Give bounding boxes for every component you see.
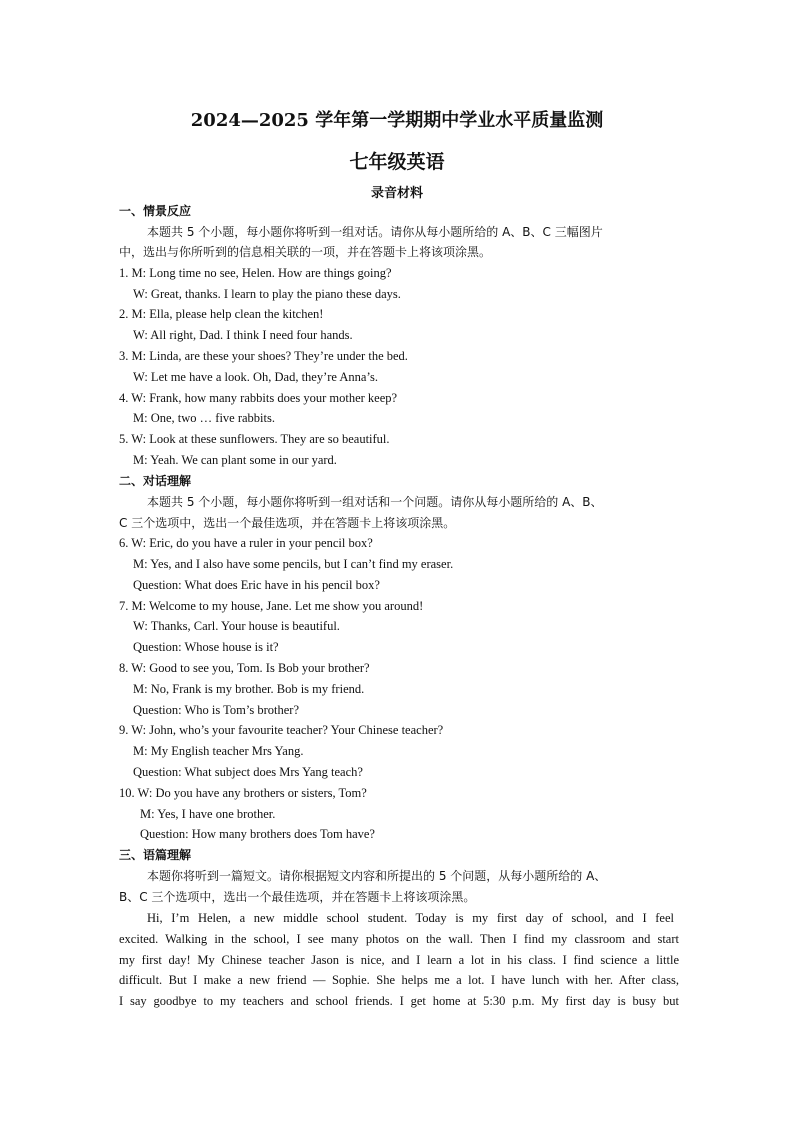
dialogue-line: M: Yeah. We can plant some in our yard. xyxy=(133,453,337,467)
passage-line: my first day! My Chinese teacher Jason is nice, and I learn a lot in his class. I find science a little xyxy=(119,953,679,967)
dialogue-line: M: No, Frank is my brother. Bob is my friend. xyxy=(133,682,365,696)
dialogue-line: 8. W: Good to see you, Tom. Is Bob your brother? xyxy=(119,661,370,675)
dialogue-line: 7. M: Welcome to my house, Jane. Let me show you around! xyxy=(119,599,424,613)
section-instruction: 本题你将听到一篇短文。请你根据短文内容和所提出的 5 个问题，从每小题所给的 A、 xyxy=(147,869,607,883)
question-line: Question: What does Eric have in his pencil box? xyxy=(133,578,380,592)
dialogue-line: 3. M: Linda, are these your shoes? They’re under the bed. xyxy=(119,349,408,363)
question-line: Question: Whose house is it? xyxy=(133,640,279,654)
section-instruction: 中，选出与你所听到的信息相关联的一项，并在答题卡上将该项涂黑。 xyxy=(119,245,492,259)
dialogue-line: W: Great, thanks. I learn to play the piano these days. xyxy=(133,287,401,301)
dialogue-line: 5. W: Look at these sunflowers. They are so beautiful. xyxy=(119,432,390,446)
passage-line: I say goodbye to my teachers and school friends. I get home at 5:30 p.m. My first day is busy but xyxy=(119,994,679,1008)
dialogue-line: 10. W: Do you have any brothers or sisters, Tom? xyxy=(119,786,367,800)
dialogue-line: M: One, two … five rabbits. xyxy=(133,411,275,425)
passage-line: excited. Walking in the school, I see many photos on the wall. Then I find my classroom and start xyxy=(119,932,679,946)
dialogue-line: M: Yes, I have one brother. xyxy=(140,807,276,821)
question-line: Question: Who is Tom’s brother? xyxy=(133,703,300,717)
section-instruction: 本题共 5 个小题，每小题你将听到一组对话。请你从每小题所给的 A、B、C 三幅图片 xyxy=(147,225,603,239)
dialogue-line: W: Thanks, Carl. Your house is beautiful. xyxy=(133,619,340,633)
section-instruction: B、C 三个选项中，选出一个最佳选项，并在答题卡上将该项涂黑。 xyxy=(119,890,476,904)
dialogue-line: 9. W: John, who’s your favourite teacher? Your Chinese teacher? xyxy=(119,723,444,737)
question-line: Question: How many brothers does Tom have? xyxy=(140,827,375,841)
section-heading-3: 三、语篇理解 xyxy=(119,848,192,862)
dialogue-line: M: My English teacher Mrs Yang. xyxy=(133,744,304,758)
section-heading-1: 一、情景反应 xyxy=(119,204,192,218)
document-subtitle: 七年级英语 xyxy=(349,151,445,173)
dialogue-line: W: Let me have a look. Oh, Dad, they’re Anna’s. xyxy=(133,370,378,384)
section-heading-2: 二、对话理解 xyxy=(119,474,192,488)
passage-line: Hi, I’m Helen, a new middle school student. Today is my first day of school, and I feel xyxy=(147,911,674,925)
passage-line: difficult. But I make a new friend — Sophie. She helps me a lot. I have lunch with her. After class, xyxy=(119,973,679,987)
dialogue-line: 1. M: Long time no see, Helen. How are things going? xyxy=(119,266,392,280)
dialogue-line: 4. W: Frank, how many rabbits does your mother keep? xyxy=(119,391,398,405)
dialogue-line: 6. W: Eric, do you have a ruler in your pencil box? xyxy=(119,536,373,550)
question-line: Question: What subject does Mrs Yang teach? xyxy=(133,765,363,779)
section-instruction: 本题共 5 个小题，每小题你将听到一组对话和一个问题。请你从每小题所给的 A、B、 xyxy=(147,495,603,509)
document-label: 录音材料 xyxy=(370,186,423,201)
dialogue-line: W: All right, Dad. I think I need four hands. xyxy=(133,328,353,342)
dialogue-line: M: Yes, and I also have some pencils, but I can’t find my eraser. xyxy=(133,557,454,571)
section-instruction: C 三个选项中，选出一个最佳选项，并在答题卡上将该项涂黑。 xyxy=(119,516,456,530)
document-title: 2024—2025 学年第一学期期中学业水平质量监测 xyxy=(190,110,604,131)
dialogue-line: 2. M: Ella, please help clean the kitchen! xyxy=(119,307,324,321)
